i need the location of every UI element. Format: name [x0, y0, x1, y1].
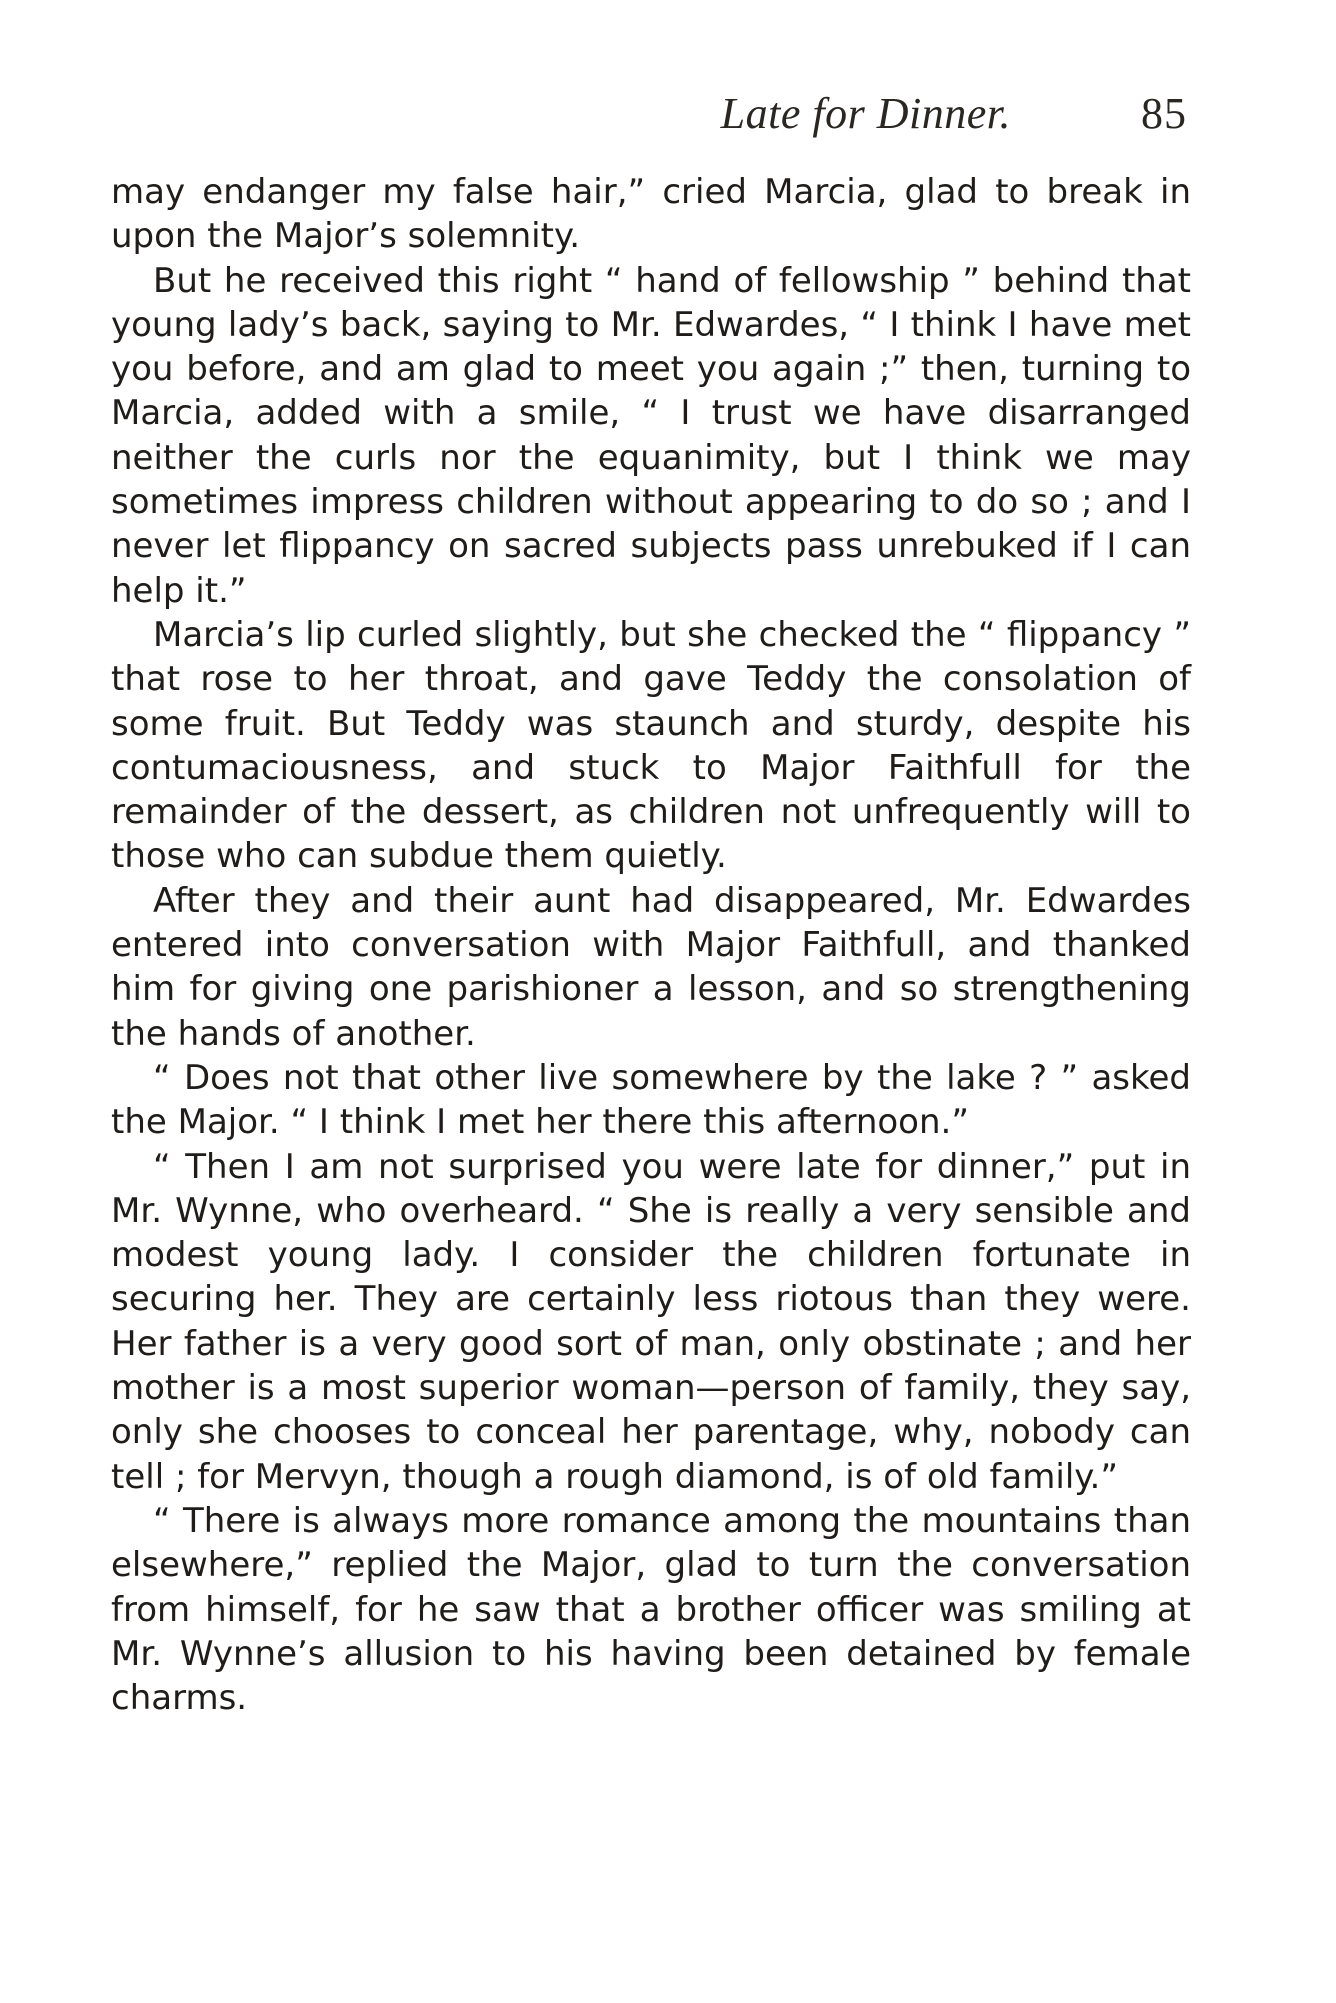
- paragraph: “ Does not that other live somewhere by the lake ? ” asked the Major. “ I think I met her there this afternoon.”: [111, 1057, 1191, 1143]
- paragraph: may endanger my false hair,” cried Marcia, glad to break in upon the Major’s solemnity.: [111, 172, 1191, 257]
- paragraph: After they and their aunt had disappeared, Mr. Edwardes entered into conversation with Major Faithfull, and thanked him for giving one parishioner a lesson, and so strengthening the hands of another.: [111, 880, 1191, 1054]
- body-text: [111, 170, 1191, 1720]
- paragraph: But he received this right “ hand of fellowship ” behind that young lady’s back, saying to Mr. Edwardes, “ I think I have met you before, and am glad to meet you again ;” then, turning to Marcia, added with a smile, “ I trust we have disarranged neither the curls nor the equanimity, but I think we may sometimes impress children without appearing to do so ; and I never let flippancy on sacred subjects pass unrebuked if I can help it.”: [111, 260, 1191, 611]
- paragraph: Marcia’s lip curled slightly, but she checked the “ flippancy ” that rose to her throat, and gave Teddy the consolation of some fruit. But Teddy was staunch and sturdy, despite his contumaciousness, and stuck to Major Faithfull for the remainder of the dessert, as children not unfrequently will to those who can subdue them quietly.: [111, 614, 1191, 877]
- running-title: Late for Dinner.: [720, 89, 1011, 138]
- running-head: [111, 88, 1191, 148]
- paragraph: “ There is always more romance among the mountains than elsewhere,” replied the Major, glad to turn the conversation from himself, for he saw that a brother officer was smiling at Mr. Wynne’s allusion to his having been detained by female charms.: [111, 1500, 1191, 1719]
- paragraph: “ Then I am not surprised you were late for dinner,” put in Mr. Wynne, who overheard. “ She is really a very sensible and modest young lady. I consider the children fortunate in securing her. They are certainly less riotous than they were. Her father is a very good sort of man, only obstinate ; and her mother is a most superior woman—person of family, they say, only she chooses to conceal her parentage, why, nobody can tell ; for Mervyn, though a rough diamond, is of old family.”: [111, 1146, 1191, 1497]
- page-number: 85: [1141, 89, 1187, 138]
